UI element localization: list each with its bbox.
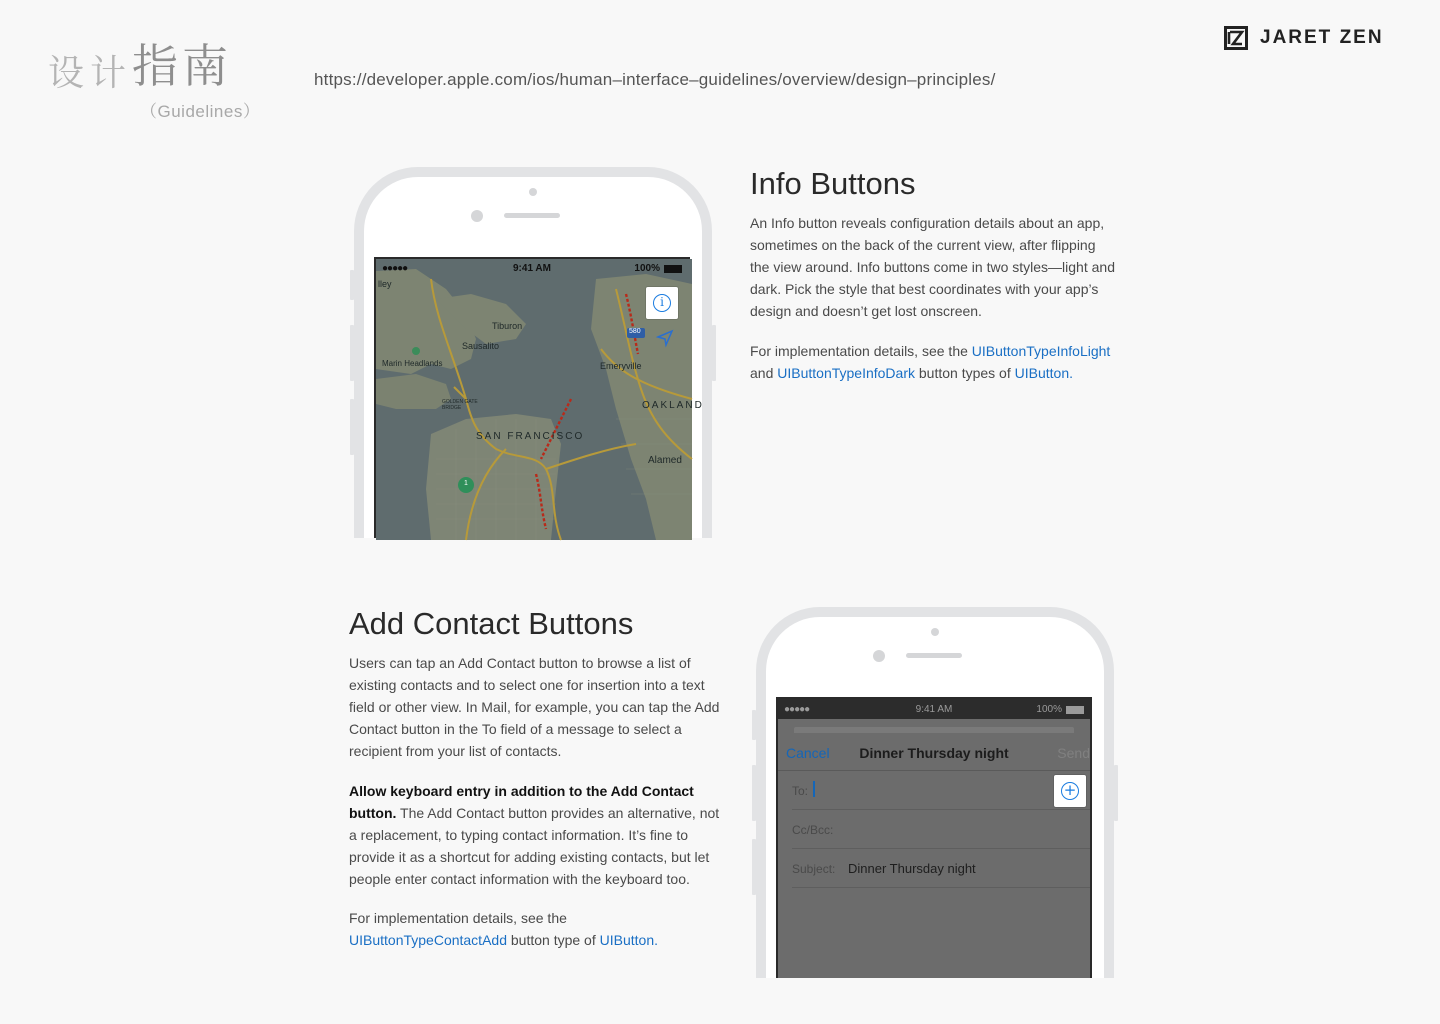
phone-power-button [712,325,716,381]
link-infodark[interactable]: UIButtonTypeInfoDark [777,365,915,381]
signal-dots: ●●●●● [784,704,810,715]
phone-speaker [504,213,560,218]
link-uibutton-contact[interactable]: UIButton [599,932,655,948]
phone-volume-up [350,325,354,381]
highway-580-shield: 580 [629,328,641,335]
mail-status-bar [778,699,1090,719]
phone-volume-down [752,839,756,895]
battery-icon [1066,706,1084,714]
info-section-body: An Info button reveals configuration details about an app, sometimes on the back of the current view, after flipping the view around. Info buttons come in two styles—light and dark. Pick the style that best coordinates with your app’s design and doesn’t get lost onscreen. [750,215,1115,319]
battery-percent: 100% [634,263,660,274]
link-contactadd[interactable]: UIButtonTypeContactAdd [349,932,507,948]
map-label-alameda: Alamed [648,455,682,466]
title-cn-bold: 指南 [132,39,233,93]
phone-sensor [471,210,483,222]
mail-phone-mockup [756,607,1114,978]
cc-bcc-field[interactable] [792,810,1090,849]
mail-nav-title: Dinner Thursday night [859,745,1009,761]
contact-section-keyboard [349,780,721,890]
keyboard-follow: The Add Contact button provides an alternative, not a replacement, to typing contact information. It’s fine to provide it as a shortcut for adding existing contacts, but let people enter contact information with the keyboard too. [349,805,720,887]
highway-1-shield: 1 [464,480,468,487]
subject-field[interactable] [792,849,1090,888]
to-field[interactable] [792,771,1090,810]
mail-nav-bar [778,733,1090,771]
phone-sensor [873,650,885,662]
page-title-cn [48,30,232,96]
signal-dots: ●●●●● [382,263,408,274]
subject-label: Subject: [792,862,836,876]
info-section-title: Info Buttons [750,166,916,201]
contact-section-title: Add Contact Buttons [349,606,634,641]
contact-section-implementation [349,907,721,951]
text-cursor [813,781,815,797]
brand-logo-icon [1224,26,1248,50]
impl-end: . [1069,365,1073,381]
phone-speaker [906,653,962,658]
battery-icon [664,265,682,273]
map-label-marin: Marin Headlands [382,359,443,368]
add-contact-icon: + [1061,782,1079,800]
phone-volume-up [752,765,756,821]
to-label: To: [792,784,809,798]
phone-side-button [752,710,756,740]
cancel-button[interactable]: Cancel [786,745,830,761]
mail-screen [776,697,1092,978]
link-infolight[interactable]: UIButtonTypeInfoLight [971,343,1111,359]
map-label-lley: lley [378,279,392,289]
info-section-implementation [750,340,1130,384]
subject-value: Dinner Thursday night [848,861,976,876]
battery-percent: 100% [1036,704,1062,715]
cc-label: Cc/Bcc: [792,823,834,837]
info-phone-mockup [354,167,712,538]
map-label-emeryville: Emeryville [600,361,642,371]
map-screen [374,257,704,538]
status-time: 9:41 AM [915,704,953,715]
contact-impl-middle: button type of [507,932,600,948]
map-label-sausalito: Sausalito [462,341,500,351]
title-cn-light: 设计 [48,53,133,94]
impl-and: and [750,365,774,381]
title-en: （Guidelines） [140,102,261,121]
info-button[interactable] [646,287,678,319]
map-status-bar [376,259,688,277]
impl-middle: button types of [918,365,1011,381]
source-url: https://developer.apple.com/ios/human–interface–guidelines/overview/design–principles/ [314,70,996,89]
map-label-golden-gate: GOLDEN GATE BRIDGE [442,399,478,411]
brand [1224,26,1384,50]
phone-power-button [1114,765,1118,821]
contact-section-body: Users can tap an Add Contact button to browse a list of existing contacts and to select one for insertion into a text field or other view. In Mail, for example, you can tap the Add Contact button in the To field of a message to select a recipient from your list of contacts. [349,655,720,759]
keyboard-lead: Allow keyboard entry in addition to the Add Contact button. [349,783,694,821]
phone-camera [529,188,537,196]
map-label-oakland: OAKLAND [642,400,704,411]
map-label-tiburon: Tiburon [492,321,523,331]
status-time: 9:41 AM [513,263,551,274]
contact-impl-end: . [654,932,658,948]
contact-impl-prefix: For implementation details, see the [349,910,567,926]
link-uibutton[interactable]: UIButton [1014,365,1070,381]
phone-volume-down [350,399,354,455]
brand-name: JARET ZEN [1260,27,1384,48]
impl-prefix: For implementation details, see the [750,343,968,359]
phone-side-button [350,270,354,300]
send-button[interactable]: Send [1057,745,1090,761]
add-contact-button[interactable] [1054,775,1086,807]
phone-camera [931,628,939,636]
map-label-sf: SAN FRANCISCO [476,431,585,442]
info-icon: i [653,294,671,312]
